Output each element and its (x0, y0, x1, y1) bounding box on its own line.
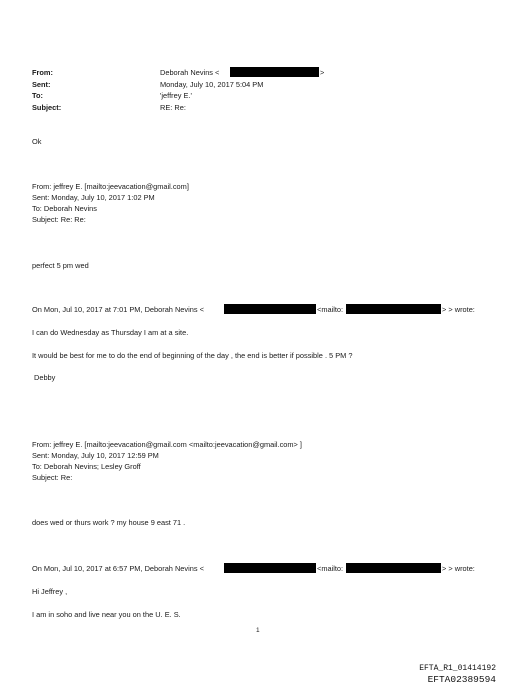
reply-body: Ok (32, 137, 42, 146)
signature: Debby (34, 373, 56, 382)
quoted-body: does wed or thurs work ? my house 9 east 71 . (32, 518, 186, 527)
greeting: Hi Jeffrey , (32, 587, 68, 596)
redaction-box (224, 304, 316, 314)
attribution-wrote: > > wrote: (442, 305, 475, 314)
quoted-sent: Sent: Monday, July 10, 2017 12:59 PM (32, 451, 159, 460)
sent-label: Sent: (32, 80, 51, 89)
quoted-to: To: Deborah Nevins; Lesley Groff (32, 462, 141, 471)
quoted-from: From: jeffrey E. [mailto:jeevacation@gmail.com] (32, 182, 189, 191)
attribution-mailto: <mailto: (317, 305, 344, 314)
quoted-subject: Subject: Re: Re: (32, 215, 86, 224)
quoted-sent: Sent: Monday, July 10, 2017 1:02 PM (32, 193, 155, 202)
quoted-subject: Subject: Re: (32, 473, 73, 482)
from-value: Deborah Nevins < (160, 68, 220, 77)
footer-id-1: EFTA_R1_01414192 (419, 664, 496, 673)
subject-label: Subject: (32, 103, 62, 112)
redaction-box (346, 563, 441, 573)
sent-value: Monday, July 10, 2017 5:04 PM (160, 80, 264, 89)
from-label: From: (32, 68, 53, 77)
attribution-mailto: <mailto: (317, 564, 344, 573)
message-line: I am in soho and live near you on the U. E. S. (32, 610, 181, 619)
attribution-wrote: > > wrote: (442, 564, 475, 573)
redaction-box (224, 563, 316, 573)
footer-id-2: EFTA02389594 (427, 674, 496, 685)
redaction-box (346, 304, 441, 314)
quoted-to: To: Deborah Nevins (32, 204, 97, 213)
message-line: I can do Wednesday as Thursday I am at a site. (32, 328, 189, 337)
message-line: It would be best for me to do the end of beginning of the day , the end is better if possible . 5 PM ? (32, 351, 353, 360)
to-value: 'jeffrey E.' (160, 91, 192, 100)
page-number: 1 (256, 627, 260, 634)
attribution-line: On Mon, Jul 10, 2017 at 6:57 PM, Deborah Nevins < (32, 564, 204, 573)
quoted-from: From: jeffrey E. [mailto:jeevacation@gmail.com <mailto:jeevacation@gmail.com> ] (32, 440, 302, 449)
to-label: To: (32, 91, 43, 100)
redaction-box (230, 67, 319, 77)
from-value-close: > (320, 68, 325, 77)
attribution-line: On Mon, Jul 10, 2017 at 7:01 PM, Deborah Nevins < (32, 305, 204, 314)
quoted-body: perfect 5 pm wed (32, 261, 89, 270)
subject-value: RE: Re: (160, 103, 186, 112)
